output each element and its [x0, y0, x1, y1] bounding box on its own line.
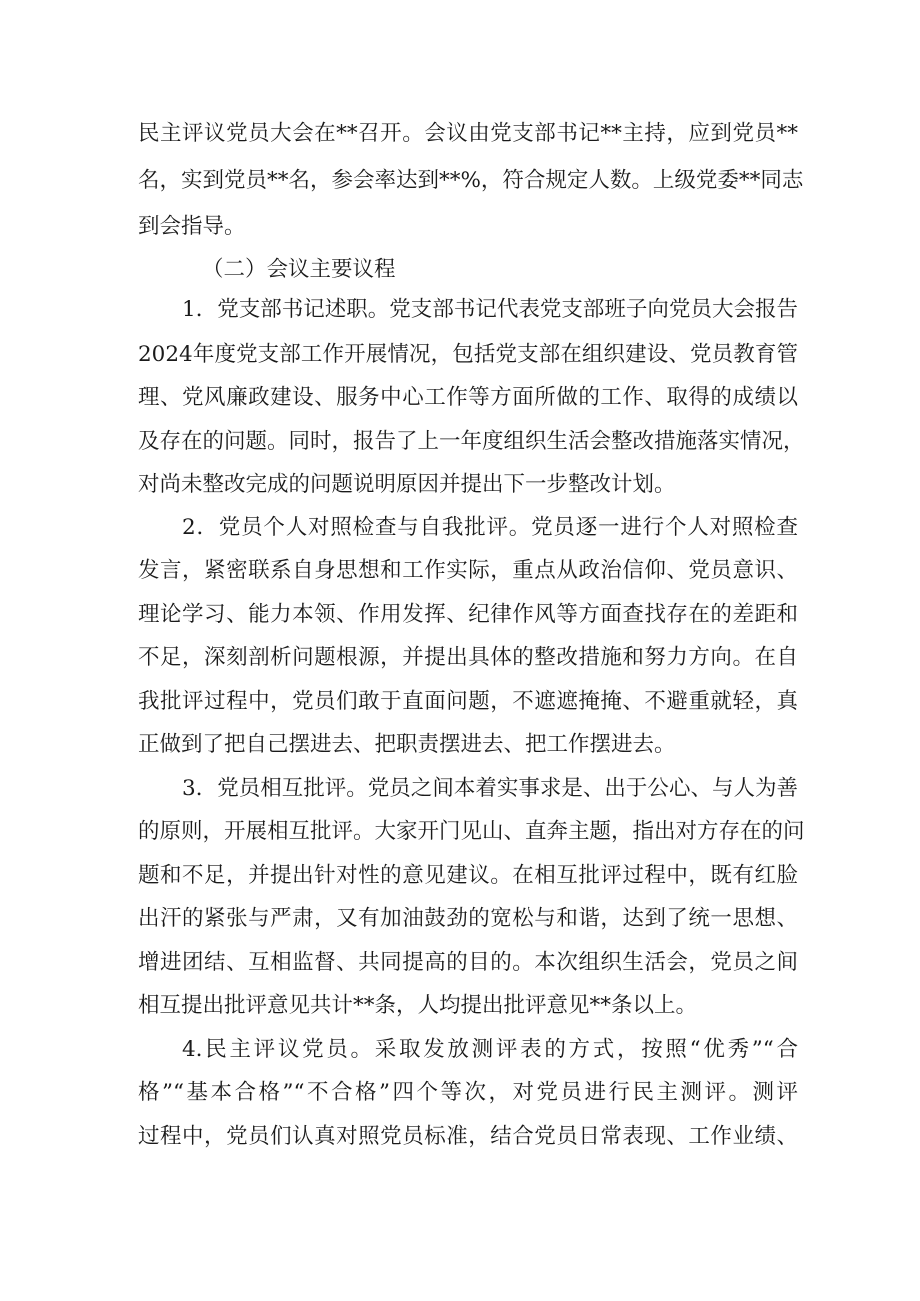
text-line: 名，实到党员**名，参会率达到**%，符合规定人数。上级党委**同志 [138, 168, 804, 193]
text-line: 正做到了把自己摆进去、把职责摆进去、把工作摆进去。 [138, 732, 676, 757]
text-line: 出汗的紧张与严肃，又有加油鼓劲的宽松与和谐，达到了统一思想、 [138, 906, 798, 931]
text-line: 过程中，党员们认真对照党员标准，结合党员日常表现、工作业绩、 [138, 1124, 798, 1149]
text-line: 我批评过程中，党员们敢于直面问题，不遮遮掩掩、不避重就轻，真 [138, 689, 798, 714]
text-line: 到会指导。 [138, 214, 246, 239]
text-line: 1．党支部书记述职。党支部书记代表党支部班子向党员大会报告 [182, 297, 798, 322]
text-line: 发言，紧密联系自身思想和工作实际，重点从政治信仰、党员意识、 [138, 558, 798, 583]
text-line: 2．党员个人对照检查与自我批评。党员逐一进行个人对照检查 [182, 515, 798, 540]
text-line: 对尚未整改完成的问题说明原因并提出下一步整改计划。 [138, 472, 676, 497]
section-heading: （二）会议主要议程 [202, 257, 396, 282]
text-line: 增进团结、互相监督、共同提高的目的。本次组织生活会，党员之间 [138, 950, 798, 975]
text-line: 3．党员相互批评。党员之间本着实事求是、出于公心、与人为善 [182, 776, 798, 801]
text-line: 及存在的问题。同时，报告了上一年度组织生活会整改措施落实情况， [138, 429, 805, 454]
text-line: 理、党风廉政建设、服务中心工作等方面所做的工作、取得的成绩以 [138, 385, 798, 410]
text-line: 不足，深刻剖析问题根源，并提出具体的整改措施和努力方向。在自 [138, 645, 798, 670]
text-line: 4.民主评议党员。采取发放测评表的方式，按照“优秀”“合 [182, 1037, 798, 1062]
text-line: 民主评议党员大会在**召开。会议由党支部书记**主持，应到党员** [138, 121, 798, 146]
text-line: 的原则，开展相互批评。大家开门见山、直奔主题，指出对方存在的问 [138, 819, 805, 844]
text-line: 相互提出批评意见共计**条，人均提出批评意见**条以上。 [138, 993, 698, 1018]
text-line: 格”“基本合格”“不合格”四个等次，对党员进行民主测评。测评 [138, 1080, 798, 1105]
text-line: 题和不足，并提出针对性的意见建议。在相互批评过程中，既有红脸 [138, 863, 798, 888]
text-line: 理论学习、能力本领、作用发挥、纪律作风等方面查找存在的差距和 [138, 602, 798, 627]
text-line: 2024年度党支部工作开展情况，包括党支部在组织建设、党员教育管 [138, 342, 798, 367]
